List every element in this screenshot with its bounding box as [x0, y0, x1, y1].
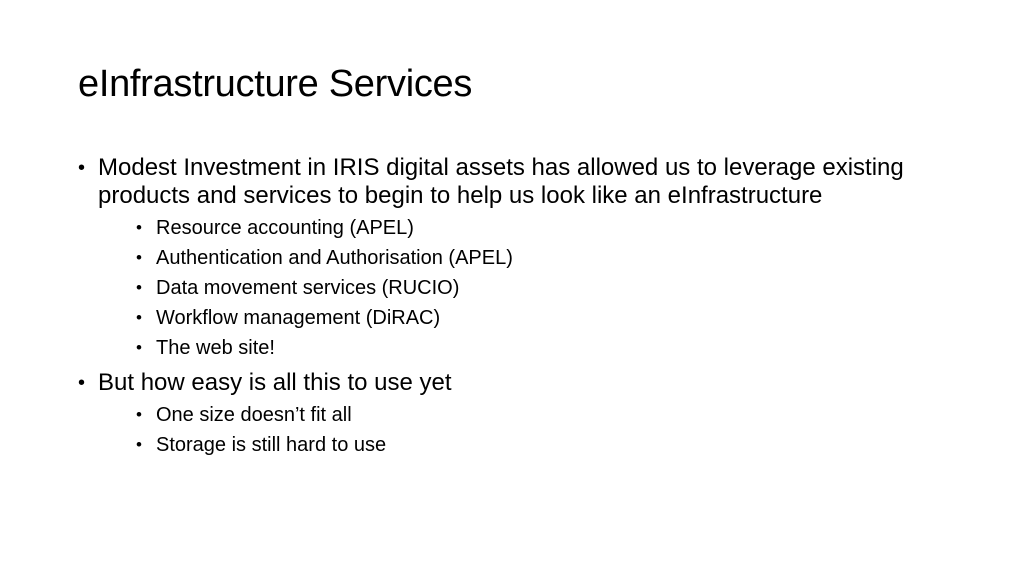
- bullet-dot-icon: •: [78, 157, 86, 179]
- sub-bullet-item: [136, 430, 958, 460]
- sub-bullet-item: [136, 333, 958, 363]
- sub-bullet-text: One size doesn’t fit all: [156, 404, 352, 426]
- bullet-dot-icon: •: [136, 308, 142, 327]
- bullet-dot-icon: •: [136, 405, 142, 424]
- sub-bullet-text: Workflow management (DiRAC): [156, 307, 441, 329]
- sub-bullet-item: [136, 303, 958, 333]
- sub-bullet-item: [136, 243, 958, 273]
- bullet-item: [78, 369, 958, 460]
- sub-bullet-item: [136, 213, 958, 243]
- sub-bullet-text: Authentication and Authorisation (APEL): [156, 247, 513, 269]
- slide-title: eInfrastructure Services: [78, 63, 473, 105]
- bullet-dot-icon: •: [136, 248, 142, 267]
- sub-bullet-text: Resource accounting (APEL): [156, 217, 414, 239]
- sub-bullet-list: [136, 400, 958, 460]
- bullet-dot-icon: •: [136, 218, 142, 237]
- bullet-dot-icon: •: [136, 278, 142, 297]
- bullet-dot-icon: •: [78, 372, 86, 394]
- sub-bullet-item: [136, 400, 958, 430]
- sub-bullet-list: [136, 213, 958, 363]
- bullet-item: [78, 154, 958, 363]
- slide-content: [78, 154, 958, 460]
- sub-bullet-item: [136, 273, 958, 303]
- bullet-dot-icon: •: [136, 338, 142, 357]
- sub-bullet-text: The web site!: [156, 337, 275, 359]
- bullet-dot-icon: •: [136, 435, 142, 454]
- bullet-text: Modest Investment in IRIS digital assets has allowed us to leverage existing products and services to begin to help us look like an eInfrastructure: [98, 154, 904, 209]
- sub-bullet-text: Storage is still hard to use: [156, 434, 387, 456]
- bullet-text: But how easy is all this to use yet: [98, 369, 452, 396]
- sub-bullet-text: Data movement services (RUCIO): [156, 277, 460, 299]
